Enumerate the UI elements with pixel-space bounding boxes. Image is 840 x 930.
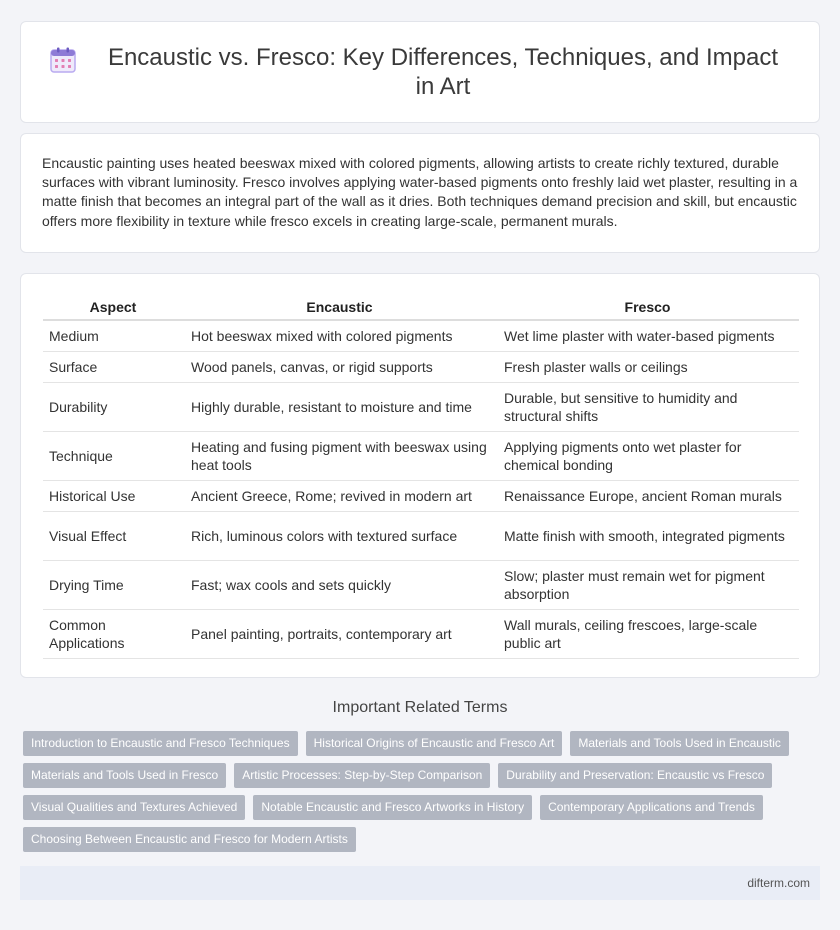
related-term-tag[interactable]: Choosing Between Encaustic and Fresco for Modern Artists <box>23 827 356 852</box>
table-cell: Renaissance Europe, ancient Roman murals <box>496 480 799 511</box>
table-cell: Technique <box>43 431 183 480</box>
table-cell: Historical Use <box>43 480 183 511</box>
header-card <box>20 21 820 123</box>
related-term-tag[interactable]: Notable Encaustic and Fresco Artworks in History <box>253 795 532 820</box>
table-cell: Wall murals, ceiling frescoes, large-scale public art <box>496 609 799 658</box>
table-row <box>43 320 799 351</box>
table-cell: Durability <box>43 382 183 431</box>
header-aspect: Aspect <box>43 294 183 320</box>
related-term-tag[interactable]: Durability and Preservation: Encaustic vs Fresco <box>498 763 772 788</box>
table-cell: Fast; wax cools and sets quickly <box>183 560 496 609</box>
related-term-tag[interactable]: Artistic Processes: Step-by-Step Comparison <box>234 763 490 788</box>
related-term-tag[interactable]: Visual Qualities and Textures Achieved <box>23 795 245 820</box>
comparison-table <box>43 294 799 659</box>
table-row <box>43 480 799 511</box>
related-terms-title: Important Related Terms <box>332 699 508 716</box>
table-cell: Wood panels, canvas, or rigid supports <box>183 351 496 382</box>
table-cell: Visual Effect <box>43 511 183 560</box>
table-row <box>43 351 799 382</box>
table-cell: Ancient Greece, Rome; revived in modern art <box>183 480 496 511</box>
table-cell: Rich, luminous colors with textured surface <box>183 511 496 560</box>
footer-site-name: difterm.com <box>747 876 810 890</box>
related-term-tag[interactable]: Materials and Tools Used in Encaustic <box>570 731 789 756</box>
table-cell: Drying Time <box>43 560 183 609</box>
table-cell: Slow; plaster must remain wet for pigment absorption <box>496 560 799 609</box>
table-cell: Highly durable, resistant to moisture and time <box>183 382 496 431</box>
table-cell: Durable, but sensitive to humidity and structural shifts <box>496 382 799 431</box>
table-row <box>43 511 799 560</box>
related-term-tag[interactable]: Introduction to Encaustic and Fresco Techniques <box>23 731 298 756</box>
related-terms-list <box>23 731 823 859</box>
table-cell: Matte finish with smooth, integrated pigments <box>496 511 799 560</box>
footer <box>20 866 820 900</box>
table-cell: Applying pigments onto wet plaster for chemical bonding <box>496 431 799 480</box>
table-row <box>43 609 799 658</box>
table-row <box>43 431 799 480</box>
header-fresco: Fresco <box>496 294 799 320</box>
related-term-tag[interactable]: Materials and Tools Used in Fresco <box>23 763 226 788</box>
table-cell: Panel painting, portraits, contemporary art <box>183 609 496 658</box>
page-title: Encaustic vs. Fresco: Key Differences, Techniques, and Impact in Art <box>107 44 779 100</box>
table-cell: Fresh plaster walls or ceilings <box>496 351 799 382</box>
table-cell: Common Applications <box>43 609 183 658</box>
comparison-table-card <box>20 273 820 678</box>
table-row <box>43 560 799 609</box>
table-row <box>43 382 799 431</box>
table-cell: Surface <box>43 351 183 382</box>
table-header-row <box>43 294 799 320</box>
intro-card <box>20 133 820 253</box>
intro-text: Encaustic painting uses heated beeswax mixed with colored pigments, allowing artists to create richly textured, durable surfaces with vibrant luminosity. Fresco involves applying water-based pigments onto freshly laid wet plaster, resulting in a matte finish that becomes an integral part of the wall as it dries. Both techniques demand precision and skill, but encaustic offers more flexibility in texture while fresco excels in creating large-scale, permanent murals. <box>42 155 798 229</box>
calendar-grid-icon <box>50 47 76 73</box>
header-encaustic: Encaustic <box>183 294 496 320</box>
header-inner <box>50 43 790 101</box>
table-cell: Wet lime plaster with water-based pigments <box>496 320 799 351</box>
table-cell: Heating and fusing pigment with beeswax using heat tools <box>183 431 496 480</box>
related-term-tag[interactable]: Historical Origins of Encaustic and Fresco Art <box>306 731 563 756</box>
related-term-tag[interactable]: Contemporary Applications and Trends <box>540 795 763 820</box>
table-cell: Medium <box>43 320 183 351</box>
table-cell: Hot beeswax mixed with colored pigments <box>183 320 496 351</box>
